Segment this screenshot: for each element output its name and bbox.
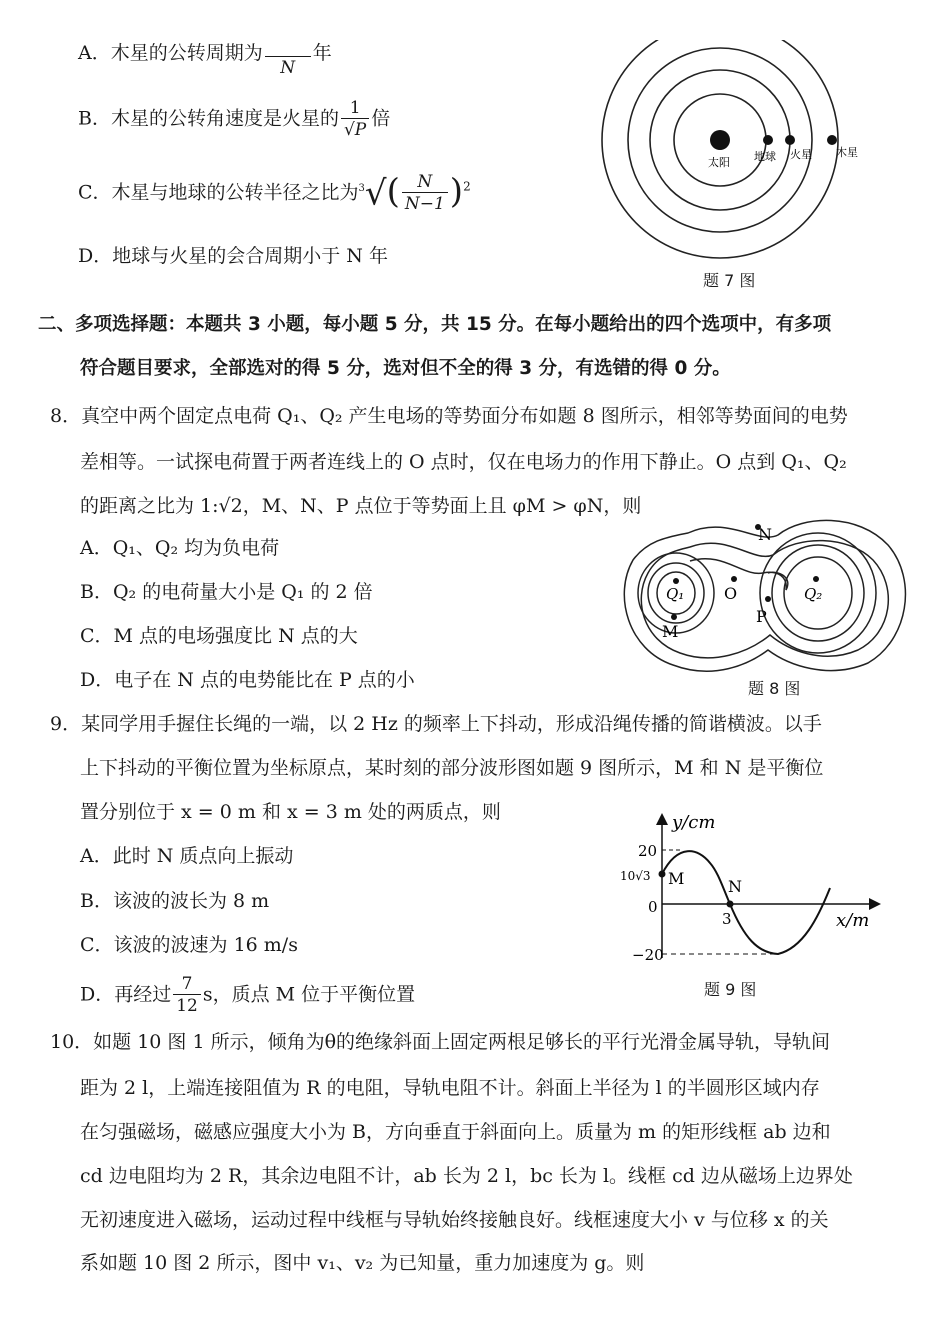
q9-d-den: 12 (176, 996, 198, 1016)
q7-figure-caption: 题 7 图 (703, 271, 756, 290)
x3-label: 3 (722, 910, 732, 928)
y20-label: 20 (638, 842, 658, 860)
q7-option-d: D．地球与火星的会合周期小于 N 年 (78, 245, 388, 267)
m-label: M (668, 869, 685, 888)
q8-stem-line3: 的距离之比为 1:√2，M、N、P 点位于等势面上且 φM > φN，则 (80, 495, 642, 517)
q8-option-b: B．Q₂ 的电荷量大小是 Q₁ 的 2 倍 (80, 581, 373, 603)
q9-wave-figure (618, 808, 888, 968)
y0-label: 0 (648, 898, 658, 916)
jupiter-label: 木星 (836, 146, 858, 159)
q10-stem-line3: 在匀强磁场，磁感应强度大小为 B，方向垂直于斜面向上。质量为 m 的矩形线框 ab 边和 (80, 1121, 831, 1143)
q7-b-unit: 倍 (371, 107, 391, 130)
q7-option-c: C．木星与地球的公转半径之比为$^3$√( $\frac{N}{N-1}$ )$^2$ (78, 171, 471, 214)
sun-label: 太阳 (708, 156, 730, 169)
q7-b-num: 1 (341, 98, 369, 119)
q7-c-root-index: 3 (358, 183, 365, 195)
n-label: N (728, 877, 742, 896)
y-axis-label: y/cm (672, 812, 716, 833)
q10-stem-line2: 距为 2 l，上端连接阻值为 R 的电阻，导轨电阻不计。斜面上半径为 l 的半圆形区域内存 (80, 1077, 820, 1099)
jupiter-dot (827, 135, 837, 145)
q1-label: Q₁ (666, 585, 685, 603)
q8-option-a: A．Q₁、Q₂ 均为负电荷 (80, 537, 280, 559)
n-label: N (758, 525, 772, 544)
earth-dot (763, 135, 773, 145)
q9-d-rest: s，质点 M 位于平衡位置 (202, 983, 416, 1006)
q7-c-den: N−1 (404, 194, 445, 214)
q7-option-b (78, 98, 390, 141)
q8-figure-caption: 题 8 图 (748, 679, 801, 698)
sun-dot (710, 130, 730, 150)
q7-c-num: N (402, 172, 448, 193)
q9-d-num: 7 (173, 974, 201, 995)
q8-option-d: D．电子在 N 点的电势能比在 P 点的小 (80, 669, 415, 691)
q7-a-den: N (280, 58, 296, 78)
q8-option-c: C．M 点的电场强度比 N 点的大 (80, 625, 358, 647)
m-dot (671, 614, 677, 620)
q9-option-c: C．该波的波速为 16 m/s (80, 934, 298, 956)
p-label: P (756, 607, 767, 626)
q9-stem-line3: 置分别位于 x = 0 m 和 x = 3 m 处的两质点，则 (80, 801, 501, 823)
q10-stem-line6: 系如题 10 图 2 所示，图中 v₁、v₂ 为已知量，重力加速度为 g。则 (80, 1252, 645, 1274)
y10r3-label: 10√3 (620, 869, 651, 883)
section2-header-line1: 二、多项选择题：本题共 3 小题，每小题 5 分，共 15 分。在每小题给出的四个选项中，有多项 (38, 314, 832, 335)
q9-option-a: A．此时 N 质点向上振动 (80, 845, 294, 867)
mars-label: 火星 (790, 148, 812, 161)
o-dot (731, 576, 737, 582)
q9-option-b: B．该波的波长为 8 m (80, 890, 270, 912)
q7-orbit-figure (600, 40, 860, 270)
earth-label: 地球 (754, 150, 776, 163)
q8-stem-line1: 8．真空中两个固定点电荷 Q₁、Q₂ 产生电场的等势面分布如题 8 图所示，相邻等势面间的电势 (50, 405, 848, 427)
q2-label: Q₂ (804, 585, 823, 603)
q7-b-den: √P (343, 120, 367, 140)
q2-dot (813, 576, 819, 582)
o-label: O (724, 584, 738, 603)
p-dot (765, 596, 771, 602)
q8-equipotential-figure (618, 515, 918, 680)
mars-dot (785, 135, 795, 145)
wave-curve (662, 851, 830, 954)
x-axis-label: x/m (836, 910, 870, 931)
m-point (659, 871, 666, 878)
q9-option-d (80, 974, 415, 1017)
n-point (727, 901, 734, 908)
q9-stem-line2: 上下抖动的平衡位置为坐标原点，某时刻的部分波形图如题 9 图所示，M 和 N 是平衡位 (80, 757, 824, 779)
q9-stem-line1: 9．某同学用手握住长绳的一端，以 2 Hz 的频率上下抖动，形成沿绳传播的简谐横波。以手 (50, 713, 822, 735)
m-label: M (662, 622, 679, 641)
q7-a-text: A．木星的公转周期为 (78, 42, 263, 64)
q7-option-a (78, 38, 332, 79)
q7-b-text: B．木星的公转角速度是火星的 (78, 107, 339, 130)
q7-c-power: 2 (463, 179, 471, 194)
q7-c-text: C．木星与地球的公转半径之比为 (78, 181, 359, 204)
yneg20-label: −20 (632, 946, 664, 964)
section2-header-line2: 符合题目要求，全部选对的得 5 分，选对但不全的得 3 分，有选错的得 0 分。 (80, 358, 731, 379)
q10-stem-line1: 10．如题 10 图 1 所示，倾角为θ的绝缘斜面上固定两根足够长的平行光滑金属导轨，导轨间 (50, 1031, 831, 1053)
q9-figure-caption: 题 9 图 (704, 980, 757, 999)
q1-dot (673, 578, 679, 584)
q9-d-text: D．再经过 (80, 983, 172, 1006)
q10-stem-line4: cd 边电阻均为 2 R，其余边电阻不计，ab 长为 2 l，bc 长为 l。线框 cd 边从磁场上边界处 (80, 1165, 853, 1187)
q10-stem-line5: 无初速度进入磁场，运动过程中线框与导轨始终接触良好。线框速度大小 v 与位移 x 的关 (80, 1209, 829, 1231)
q7-a-unit: 年 (312, 42, 332, 64)
q8-stem-line2: 差相等。一试探电荷置于两者连线上的 O 点时，仅在电场力的作用下静止。O 点到 Q₁、Q₂ (80, 451, 847, 473)
